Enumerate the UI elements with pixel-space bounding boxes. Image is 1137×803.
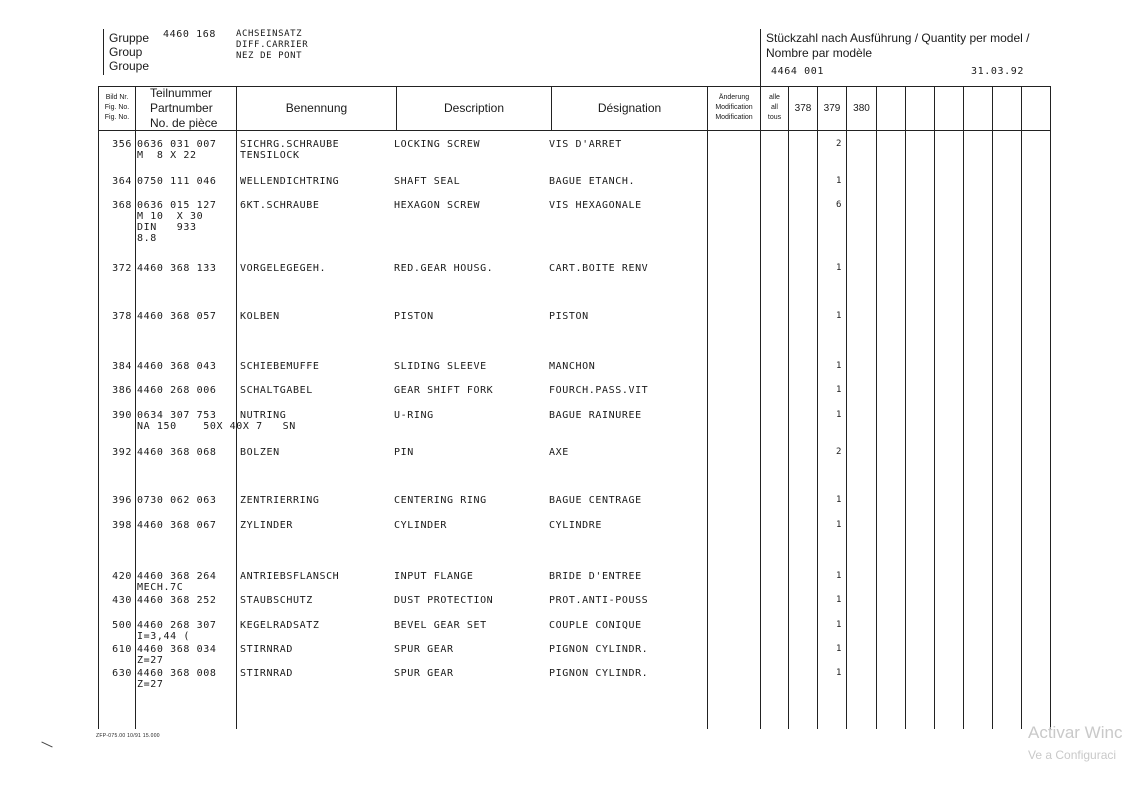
col-header-all-fr: tous [767,114,782,121]
group-name-de: ACHSEINSATZ [236,29,303,39]
description: INPUT FLANGE [394,571,474,582]
fig-number: 392 [112,447,132,458]
benennung [240,620,319,631]
designation: CYLINDRE [549,520,602,531]
part-number [137,620,216,642]
part-number [137,520,216,531]
quantity-379: 1 [835,520,843,530]
part-number-line: 4460 368 043 [137,361,217,372]
col-header-fig-en: Fig. No. [104,104,130,111]
quantity-379: 2 [835,139,843,149]
quantity-title [766,31,1029,61]
part-number-line: 0750 111 046 [137,176,217,187]
part-number-line: 4460 368 068 [137,447,217,458]
benennung-line: STIRNRAD [240,668,293,679]
description: SLIDING SLEEVE [394,361,487,372]
fig-number: 610 [112,644,132,655]
part-spec-line: DIN 933 [137,222,197,233]
col-header-part-en: Partnumber [150,100,213,115]
quantity-379: 1 [835,571,843,581]
col-divider [876,86,877,729]
benennung-line: SCHIEBEMUFFE [240,361,320,372]
col-divider [905,86,906,729]
part-number [137,495,216,506]
part-spec-line: I=3,44 ( [137,631,190,642]
group-name-fr: NEZ DE PONT [236,51,303,61]
group-labels [109,31,149,73]
group-number: 4460 168 [163,29,216,40]
part-spec-line: 8.8 [137,233,157,244]
col-header-model-379: 379 [823,102,841,114]
col-header-part-fr: No. de pièce [150,115,218,130]
model-number: 4464 001 [771,66,824,77]
quantity-379: 6 [835,200,843,210]
benennung [240,311,280,322]
group-label-de: Gruppe [109,31,150,45]
designation: MANCHON [549,361,596,372]
part-number-line: 0730 062 063 [137,495,217,506]
col-header-all [761,86,788,130]
part-number-line: 4460 368 057 [137,311,217,322]
part-number [137,200,216,244]
quantity-379: 1 [835,361,843,371]
description: CENTERING RING [394,495,487,506]
description: SPUR GEAR [394,644,454,655]
quantity-379: 1 [835,410,843,420]
col-header-part-de: Teilnummer [150,85,213,100]
designation: BAGUE CENTRAGE [549,495,642,506]
col-header-mod-fr: Modification [715,114,753,121]
benennung-line: TENSILOCK [240,150,300,161]
designation: CART.BOITE RENV [549,263,649,274]
col-divider [963,86,964,729]
part-number-line: 4460 368 034 [137,644,217,655]
table-border-right [1050,86,1051,729]
part-number-line: 4460 368 264 [137,571,217,582]
part-number [137,447,216,458]
fig-number: 364 [112,176,132,187]
part-number [137,668,216,690]
fig-number: 396 [112,495,132,506]
col-header-part-number [140,86,235,130]
quantity-title-line2: Nombre par modèle [766,46,873,60]
fig-number: 630 [112,668,132,679]
benennung-line: WELLENDICHTRING [240,176,340,187]
fig-number: 384 [112,361,132,372]
benennung [240,385,313,396]
part-number [137,595,216,606]
date: 31.03.92 [971,66,1024,77]
part-number-line: 0636 015 127 [137,200,217,211]
designation: FOURCH.PASS.VIT [549,385,649,396]
col-header-mod-en: Modification [715,104,753,111]
fig-number: 430 [112,595,132,606]
designation: VIS HEXAGONALE [549,200,642,211]
part-spec-line: Z=27 [137,655,164,666]
form-code: ZFP-075.00 10/91 15.000 [96,733,160,739]
fig-number: 368 [112,200,132,211]
group-label-fr: Groupe [109,59,150,73]
benennung [240,668,293,679]
benennung [240,495,319,506]
description: CYLINDER [394,520,447,531]
benennung-line: STAUBSCHUTZ [240,595,313,606]
benennung-line: KEGELRADSATZ [240,620,320,631]
benennung [240,410,286,421]
col-header-model-380: 380 [853,102,870,114]
designation: BAGUE RAINUREE [549,410,642,421]
fig-number: 500 [112,620,132,631]
quantity-379: 1 [835,385,843,395]
table-border-left [98,86,99,729]
col-header-model-378: 378 [794,102,812,114]
quantity-379: 1 [835,620,843,630]
col-header-fig-de: Bild Nr. [105,94,129,101]
designation: PIGNON CYLINDR. [549,644,649,655]
col-divider [1021,86,1022,729]
col-divider [135,86,136,729]
col-header-description: Description [443,101,505,115]
fig-number: 398 [112,520,132,531]
benennung [240,520,293,531]
benennung-line: SICHRG.SCHRAUBE [240,139,340,150]
benennung-line: ZYLINDER [240,520,293,531]
quantity-379: 1 [835,668,843,678]
part-spec-line: M 10 X 30 [137,211,204,222]
col-divider [760,86,761,729]
benennung-line: STIRNRAD [240,644,293,655]
col-divider [992,86,993,729]
benennung-line: VORGELEGEGEH. [240,263,327,274]
part-number-line: 4460 268 006 [137,385,217,396]
fig-number: 420 [112,571,132,582]
benennung-line: NUTRING [240,410,287,421]
description: PIN [394,447,414,458]
quantity-379: 1 [835,176,843,186]
part-spec-line: M 8 X 22 [137,150,197,161]
quantity-header-border [760,29,761,87]
part-number [137,263,216,274]
activation-watermark-subtitle: Ve a Configuraci [1028,748,1117,762]
part-number [137,644,216,666]
col-divider [817,86,818,729]
part-number [137,176,216,187]
description: LOCKING SCREW [394,139,481,150]
description: GEAR SHIFT FORK [394,385,494,396]
designation: PROT.ANTI-POUSS [549,595,649,606]
part-number-line: 4460 368 252 [137,595,217,606]
fig-number: 390 [112,410,132,421]
benennung [240,176,339,187]
description: U-RING [394,410,434,421]
col-header-modification [708,86,760,130]
col-header-all-en: all [770,104,778,111]
col-header-all-de: alle [769,94,780,101]
part-number-line: 4460 368 133 [137,263,217,274]
benennung-line: KOLBEN [240,311,280,322]
quantity-379: 1 [835,495,843,505]
description: PISTON [394,311,434,322]
benennung-line: BOLZEN [240,447,280,458]
col-header-fig-fr: Fig. No. [104,114,130,121]
benennung-line: 6KT.SCHRAUBE [240,200,320,211]
col-divider [707,86,708,729]
part-number [137,139,216,161]
description: DUST PROTECTION [394,595,494,606]
quantity-title-line1: Stückzahl nach Ausführung / Quantity per model / [766,31,1030,45]
table-header-line [98,130,1051,131]
part-number-line: 0634 307 753 [137,410,217,421]
description: HEXAGON SCREW [394,200,481,211]
description: SHAFT SEAL [394,176,461,187]
benennung [240,139,339,161]
part-number-line: 0636 031 007 [137,139,217,150]
part-number [137,361,216,372]
description: RED.GEAR HOUSG. [394,263,494,274]
description: BEVEL GEAR SET [394,620,487,631]
benennung [240,644,293,655]
quantity-379: 1 [835,263,843,273]
benennung [240,447,280,458]
group-label-en: Group [109,45,143,59]
designation: COUPLE CONIQUE [549,620,642,631]
designation: VIS D'ARRET [549,139,622,150]
part-spec-line: Z=27 [137,679,164,690]
description: SPUR GEAR [394,668,454,679]
group-names [236,29,308,62]
fig-number: 378 [112,311,132,322]
header-left-border [103,29,104,75]
col-header-benennung: Benennung [285,101,348,115]
part-number-line: 4460 268 307 [137,620,217,631]
designation: AXE [549,447,569,458]
benennung-line: ANTRIEBSFLANSCH [240,571,340,582]
activation-watermark-title: Activar Winc [1028,723,1123,742]
part-number [137,385,216,396]
part-number-line: 4460 368 067 [137,520,217,531]
col-header-mod-de: Änderung [718,94,750,101]
designation: PISTON [549,311,589,322]
part-number [137,571,216,593]
col-divider [788,86,789,729]
benennung-line: ZENTRIERRING [240,495,320,506]
col-divider [236,86,237,729]
col-header-designation: Désignation [597,101,662,115]
benennung [240,263,326,274]
part-spec-line: MECH.7C [137,582,184,593]
benennung [240,361,319,372]
fig-number: 356 [112,139,132,150]
col-header-fig-no [99,86,135,130]
fig-number: 386 [112,385,132,396]
col-divider [846,86,847,729]
quantity-379: 1 [835,595,843,605]
quantity-379: 1 [835,311,843,321]
col-divider [934,86,935,729]
group-name-en: DIFF.CARRIER [236,40,309,50]
benennung [240,595,313,606]
designation: BAGUE ETANCH. [549,176,636,187]
part-number [137,311,216,322]
quantity-379: 2 [835,447,843,457]
benennung [240,571,339,582]
margin-mark [41,742,52,748]
benennung-line: SCHALTGABEL [240,385,313,396]
fig-number: 372 [112,263,132,274]
designation: PIGNON CYLINDR. [549,668,649,679]
part-number-line: 4460 368 008 [137,668,217,679]
designation: BRIDE D'ENTREE [549,571,642,582]
quantity-379: 1 [835,644,843,654]
benennung [240,200,319,211]
part-spec-line: NA 150 50X 40X 7 SN [137,421,296,432]
